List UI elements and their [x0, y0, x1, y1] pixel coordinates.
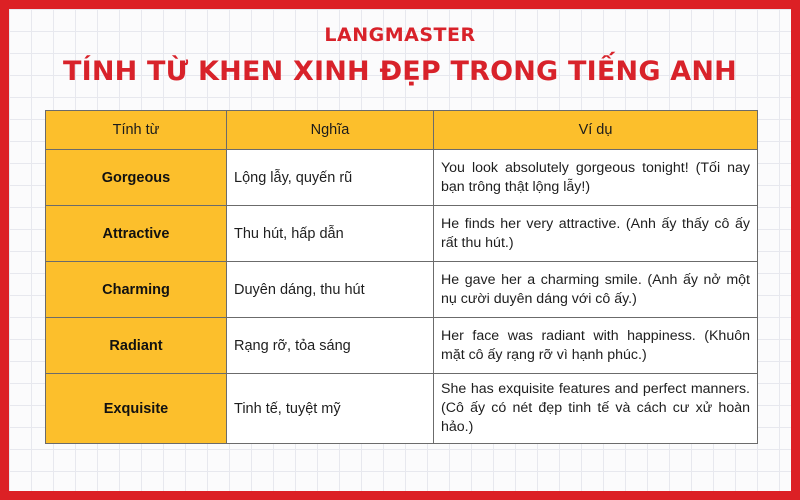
meaning-cell: Tinh tế, tuyệt mỹ — [227, 374, 434, 444]
example-cell: You look absolutely gorgeous tonight! (Tối nay bạn trông thật lộng lẫy!) — [434, 150, 758, 206]
adjective-cell: Gorgeous — [46, 150, 227, 206]
example-cell: He finds her very attractive. (Anh ấy thấy cô ấy rất thu hút.) — [434, 206, 758, 262]
example-cell: He gave her a charming smile. (Anh ấy nở một nụ cười duyên dáng với cô ấy.) — [434, 262, 758, 318]
table-row — [46, 206, 758, 262]
table-row — [46, 262, 758, 318]
page-title: TÍNH TỪ KHEN XINH ĐẸP TRONG TIẾNG ANH — [63, 56, 737, 87]
meaning-cell: Duyên dáng, thu hút — [227, 262, 434, 318]
example-cell: She has exquisite features and perfect manners. (Cô ấy có nét đẹp tinh tế và cách cư xử hoàn hảo.) — [434, 374, 758, 444]
adjective-cell: Exquisite — [46, 374, 227, 444]
table-row — [46, 150, 758, 206]
meaning-cell: Lộng lẫy, quyến rũ — [227, 150, 434, 206]
column-header-example: Ví dụ — [434, 111, 758, 150]
table-row — [46, 374, 758, 444]
adjective-cell: Radiant — [46, 318, 227, 374]
meaning-cell: Rạng rỡ, tỏa sáng — [227, 318, 434, 374]
column-header-meaning: Nghĩa — [227, 111, 434, 150]
example-cell: Her face was radiant with happiness. (Khuôn mặt cô ấy rạng rỡ vì hạnh phúc.) — [434, 318, 758, 374]
adjective-cell: Attractive — [46, 206, 227, 262]
column-header-adjective: Tính từ — [46, 111, 227, 150]
table-header-row — [46, 111, 758, 150]
meaning-cell: Thu hút, hấp dẫn — [227, 206, 434, 262]
langmaster-logo: LANGMASTER — [324, 24, 476, 46]
table-row — [46, 318, 758, 374]
adjective-cell: Charming — [46, 262, 227, 318]
vocabulary-table — [45, 110, 758, 444]
